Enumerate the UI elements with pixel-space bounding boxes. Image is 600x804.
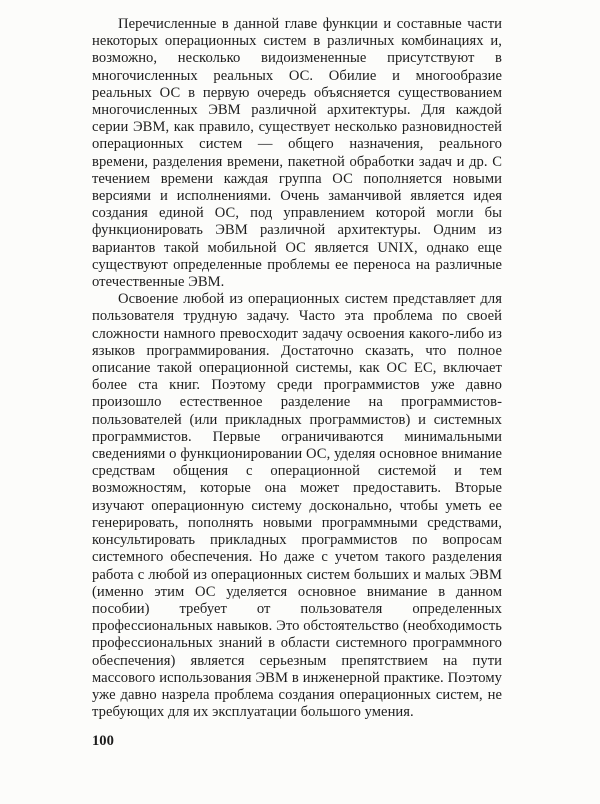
page-number: 100 (92, 733, 114, 749)
paragraph-operating-systems-variety: Перечисленные в данной главе функции и составные части некоторых операционных систем в различных комбинациях и, возможно, несколько видоизмененные присутствуют в многочисленных реальных ОС. Обилие и многообразие реальных ОС в первую очередь объясняется существованием многочисленных ЭВМ различной архитектуры. Для каждой серии ЭВМ, как правило, существует несколько разновидностей операционных систем — общего назначения, реального времени, разделения времени, пакетной обработки задач и др. С течением времени каждая группа ОС пополняется новыми версиями и исполнениями. Очень заманчивой является идея создания единой ОС, под управлением которой могли бы функционировать ЭВМ различной архитектуры. Одним из вариантов такой мобильной ОС является UNIX, однако еще существуют определенные проблемы ее переноса на различные отечественные ЭВМ. (92, 16, 502, 291)
body-text (92, 16, 502, 721)
paragraph-os-mastery: Освоение любой из операционных систем представляет для пользователя трудную задачу. Часто эта проблема по своей сложности намного превосходит задачу освоения какого-либо из языков программирования. Достаточно сказать, что полное описание такой операционной системы, как ОС ЕС, включает более ста книг. Поэтому среди программистов уже давно произошло естественное разделение на программистов-пользователей (или прикладных программистов) и системных программистов. Первые ограничиваются минимальными сведениями о функционировании ОС, уделяя основное внимание средствам общения с операционной системой и тем возможностям, которые она может предоставить. Вторые изучают операционную систему досконально, чтобы уметь ее генерировать, пополнять новыми программными средствами, консультировать прикладных программистов по вопросам системного обеспечения. Но даже с учетом такого разделения работа с любой из операционных систем больших и малых ЭВМ (именно этим ОС уделяется основное внимание в данном пособии) требует от пользователя определенных профессиональных навыков. Это обстоятельство (необходимость профессиональных знаний в области системного программного обеспечения) является серьезным препятствием на пути массового использования ЭВМ в инженерной практике. Поэтому уже давно назрела проблема создания операционных систем, не требующих для их эксплуатации большого умения. (92, 291, 502, 721)
